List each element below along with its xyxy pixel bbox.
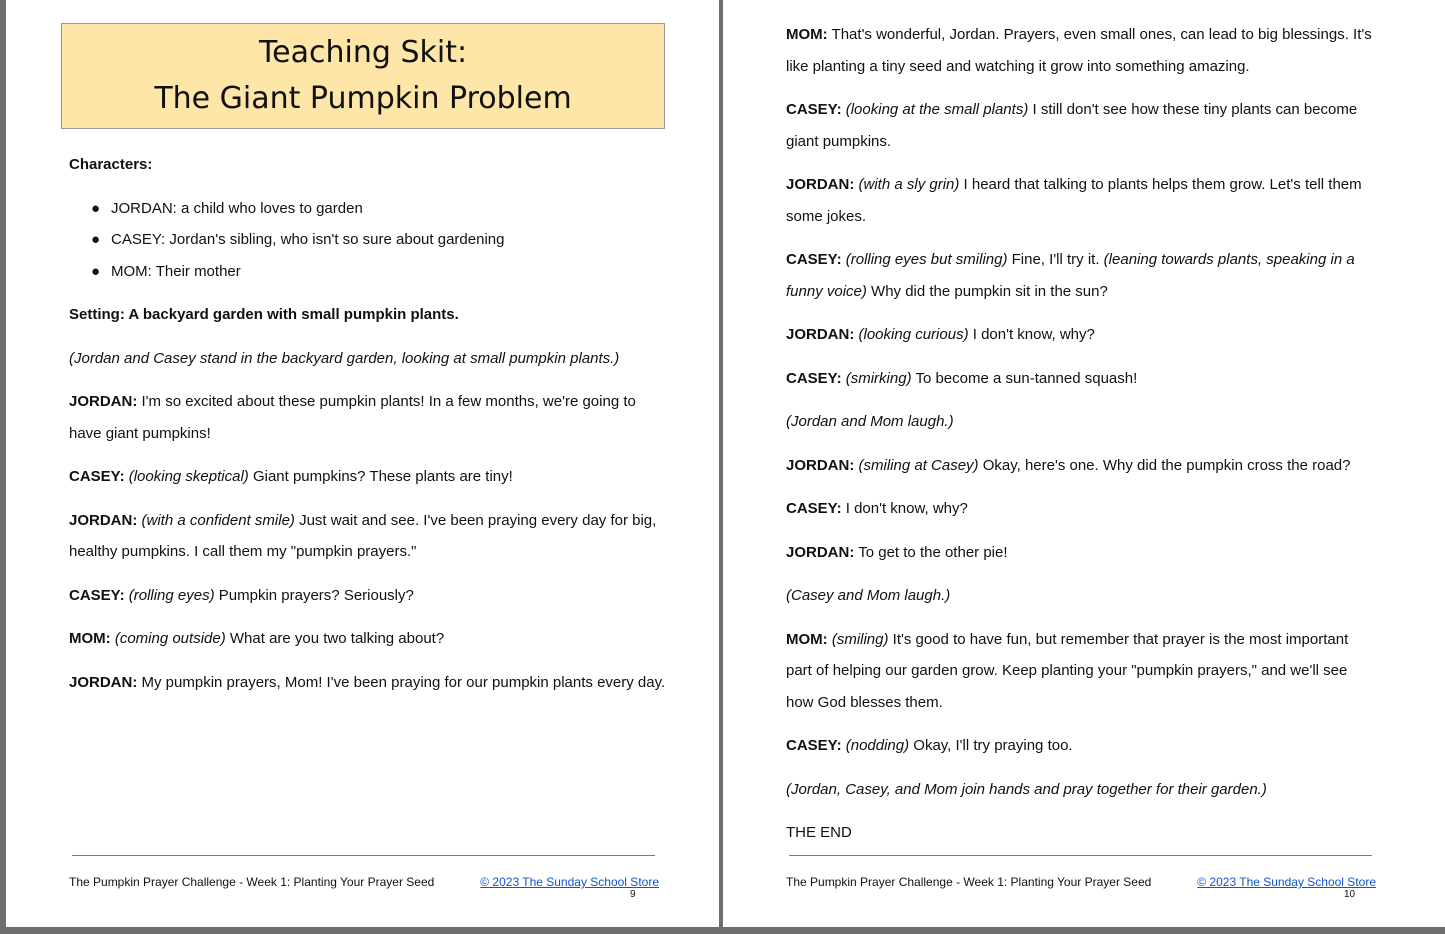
page-number: 9 bbox=[630, 889, 636, 900]
characters-heading: Characters: bbox=[69, 156, 153, 173]
dialogue-line: CASEY: (smirking) To become a sun-tanned squash! bbox=[786, 369, 1138, 387]
dialogue-line: CASEY: (looking skeptical) Giant pumpkins? These plants are tiny! bbox=[69, 468, 513, 485]
dialogue-line: JORDAN: My pumpkin prayers, Mom! I've been praying for our pumpkin plants every day. bbox=[69, 673, 666, 691]
title-line-2: The Giant Pumpkin Problem bbox=[154, 81, 572, 116]
bullet-icon: ● bbox=[91, 199, 101, 217]
dialogue-line: JORDAN: (looking curious) I don't know, why? bbox=[786, 326, 1095, 343]
right-page-content bbox=[786, 19, 1376, 861]
dialogue-line: MOM: (coming outside) What are you two talking about? bbox=[69, 630, 445, 647]
document-page-right bbox=[723, 0, 1445, 927]
dialogue-line: JORDAN: To get to the other pie! bbox=[786, 543, 1008, 561]
page-number: 10 bbox=[1344, 889, 1356, 900]
dialogue-line: CASEY: I don't know, why? bbox=[786, 500, 968, 517]
dialogue-line: JORDAN: (with a sly grin) I heard that talking to plants helps them grow. Let's tell them some jokes. bbox=[786, 176, 1362, 225]
character-item: ● MOM: Their mother bbox=[69, 256, 669, 288]
dialogue-line: MOM: That's wonderful, Jordan. Prayers, even small ones, can lead to big blessings. It's like planting a tiny seed and watching it grow into something amazing. bbox=[786, 26, 1372, 75]
dialogue-line: CASEY: (rolling eyes) Pumpkin prayers? Seriously? bbox=[69, 586, 414, 604]
stage-direction: (Jordan and Mom laugh.) bbox=[786, 413, 954, 430]
the-end: THE END bbox=[786, 824, 852, 841]
document-page-left bbox=[6, 0, 719, 927]
dialogue-line: CASEY: (rolling eyes but smiling) Fine, I'll try it. (leaning towards plants, speaking in a funny voice) Why did the pumpkin sit in the sun? bbox=[786, 251, 1355, 300]
dialogue-line: CASEY: (looking at the small plants) I still don't see how these tiny plants can become giant pumpkins. bbox=[786, 101, 1358, 150]
footer-divider bbox=[789, 855, 1372, 856]
dialogue-line: JORDAN: (with a confident smile) Just wait and see. I've been praying every day for big, healthy pumpkins. I call them my "pumpkin prayers." bbox=[69, 511, 657, 560]
dialogue-line: JORDAN: I'm so excited about these pumpkin plants! In a few months, we're going to have giant pumpkins! bbox=[69, 393, 636, 442]
footer-divider bbox=[72, 855, 655, 856]
dialogue-line: JORDAN: (smiling at Casey) Okay, here's one. Why did the pumpkin cross the road? bbox=[786, 456, 1351, 474]
bullet-icon: ● bbox=[91, 262, 101, 280]
character-item: ● JORDAN: a child who loves to garden bbox=[69, 193, 669, 225]
copyright-link[interactable]: © 2023 The Sunday School Store bbox=[1197, 875, 1376, 889]
title-box bbox=[61, 23, 665, 129]
dialogue-line: MOM: (smiling) It's good to have fun, but remember that prayer is the most important part of helping our garden grow. Keep planting your "pumpkin prayers," and we'll see how God blesses them. bbox=[786, 630, 1349, 711]
stage-direction: (Casey and Mom laugh.) bbox=[786, 587, 951, 604]
title-line-1: Teaching Skit: bbox=[258, 35, 468, 70]
footer-text: The Pumpkin Prayer Challenge - Week 1: Planting Your Prayer Seed bbox=[69, 875, 435, 889]
left-page-content bbox=[69, 149, 669, 710]
stage-direction: (Jordan, Casey, and Mom join hands and pray together for their garden.) bbox=[786, 780, 1267, 798]
characters-list bbox=[69, 193, 669, 288]
dialogue-line: CASEY: (nodding) Okay, I'll try praying too. bbox=[786, 737, 1073, 754]
bullet-icon: ● bbox=[91, 231, 101, 248]
copyright-link[interactable]: © 2023 The Sunday School Store bbox=[480, 875, 659, 889]
setting-line: Setting: A backyard garden with small pumpkin plants. bbox=[69, 306, 459, 323]
stage-direction: (Jordan and Casey stand in the backyard garden, looking at small pumpkin plants.) bbox=[69, 349, 620, 367]
character-item: ● CASEY: Jordan's sibling, who isn't so sure about gardening bbox=[69, 224, 669, 256]
footer-text: The Pumpkin Prayer Challenge - Week 1: Planting Your Prayer Seed bbox=[786, 875, 1152, 889]
